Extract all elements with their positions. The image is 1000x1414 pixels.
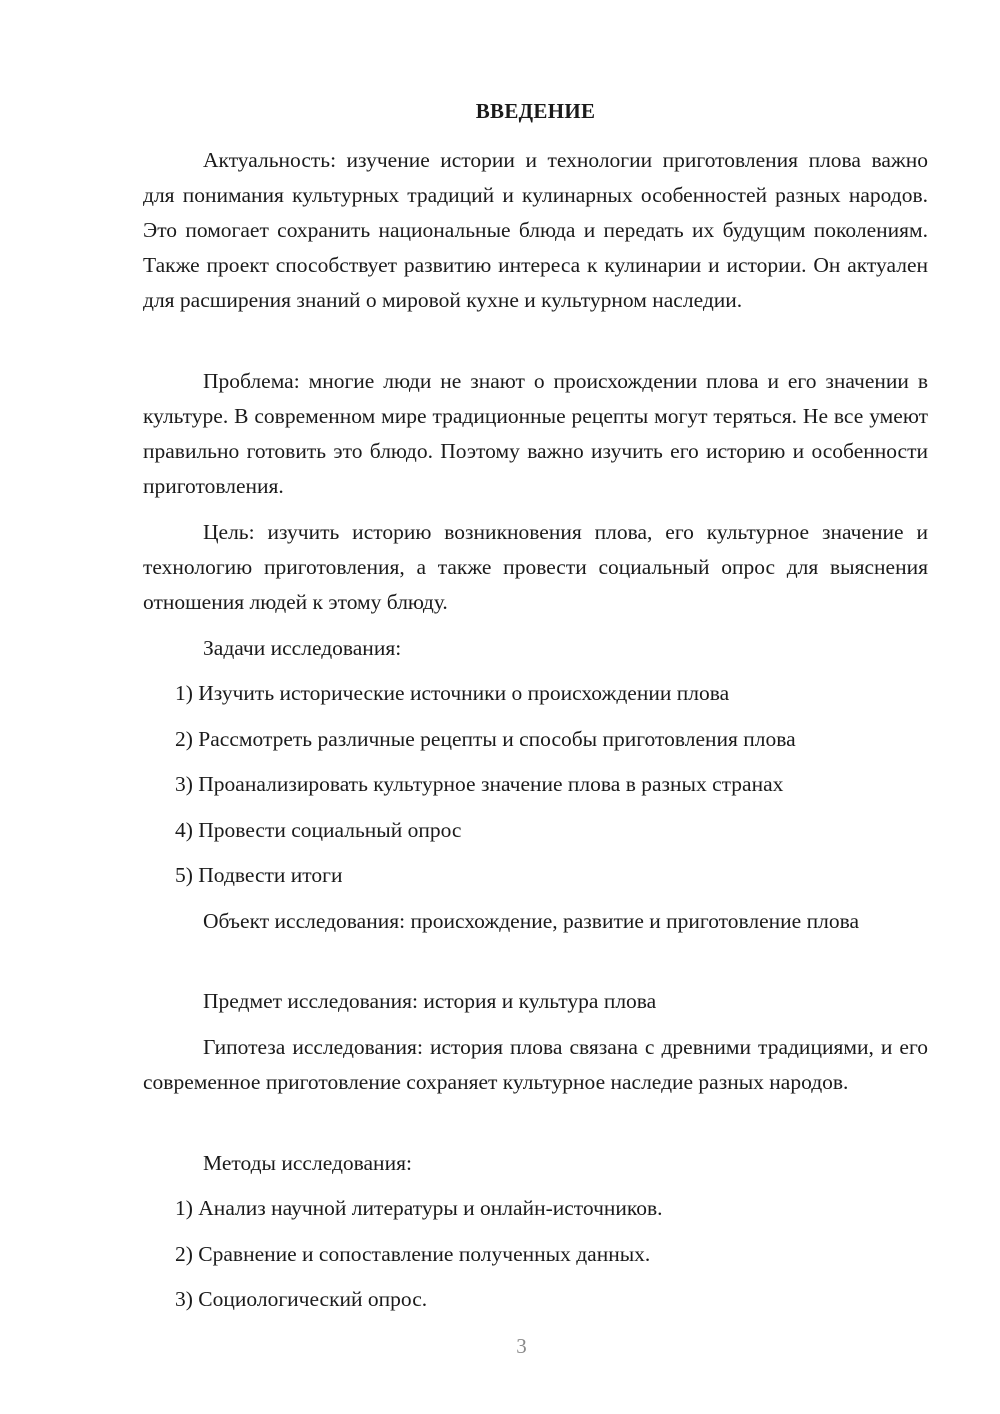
task-item: 5) Подвести итоги — [175, 863, 343, 887]
method-item: 3) Социологический опрос. — [175, 1287, 428, 1311]
task-item: 2) Рассмотреть различные рецепты и способы приготовления плова — [175, 727, 796, 751]
paragraph-problem: Проблема: многие люди не знают о происхождении плова и его значении в культуре. В современном мире традиционные рецепты могут теряться. Не все умеют правильно готовить это блюдо. Поэтому важно изучить его историю и особенности приготовления. — [143, 369, 928, 498]
paragraph-hypothesis: Гипотеза исследования: история плова связана с древними традициями, и его современное приготовление сохраняет культурное наследие разных народов. — [143, 1035, 928, 1094]
page-number: 3 — [516, 1334, 527, 1358]
method-item: 2) Сравнение и сопоставление полученных данных. — [175, 1242, 651, 1266]
methods-heading: Методы исследования: — [203, 1151, 412, 1175]
task-item: 1) Изучить исторические источники о происхождении плова — [175, 681, 730, 705]
tasks-heading: Задачи исследования: — [203, 636, 402, 660]
method-item: 1) Анализ научной литературы и онлайн-источников. — [175, 1196, 663, 1220]
task-item: 4) Провести социальный опрос — [175, 818, 462, 842]
document-page — [143, 0, 928, 1414]
paragraph-goal: Цель: изучить историю возникновения плова, его культурное значение и технологию приготовления, а также провести социальный опрос для выяснения отношения людей к этому блюду. — [143, 520, 928, 614]
paragraph-subject: Предмет исследования: история и культура плова — [203, 989, 657, 1013]
task-item: 3) Проанализировать культурное значение плова в разных странах — [175, 772, 784, 796]
paragraph-relevance: Актуальность: изучение истории и технологии приготовления плова важно для понимания культурных традиций и кулинарных особенностей разных народов. Это помогает сохранить национальные блюда и передать их будущим поколениям. Также проект способствует развитию интереса к кулинарии и истории. Он актуален для расширения знаний о мировой кухне и культурном наследии. — [143, 148, 928, 312]
paragraph-object: Объект исследования: происхождение, развитие и приготовление плова — [203, 909, 859, 933]
page-title: ВВЕДЕНИЕ — [475, 99, 596, 123]
